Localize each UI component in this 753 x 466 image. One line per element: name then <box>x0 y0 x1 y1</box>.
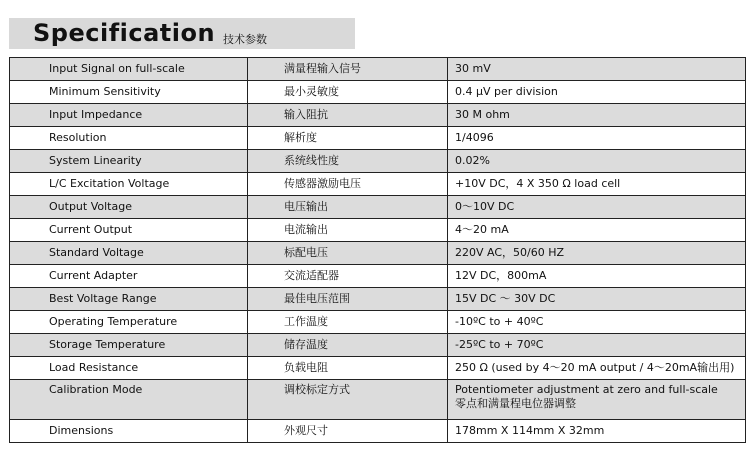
parameter-name-en: Resolution <box>10 127 248 150</box>
table-row <box>10 242 746 265</box>
parameter-value: 250 Ω (used by 4～20 mA output / 4～20mA输出用) <box>448 357 746 380</box>
page-title: Specification <box>33 19 216 47</box>
parameter-name-zh: 满量程输入信号 <box>248 58 448 81</box>
parameter-name-en: Dimensions <box>10 420 248 443</box>
parameter-name-zh: 交流适配器 <box>248 265 448 288</box>
parameter-name-en: Current Adapter <box>10 265 248 288</box>
parameter-name-en: Input Signal on full-scale <box>10 58 248 81</box>
table-row <box>10 196 746 219</box>
parameter-name-en: Operating Temperature <box>10 311 248 334</box>
parameter-value-line: 零点和满量程电位器调整 <box>455 397 576 410</box>
table-row <box>10 150 746 173</box>
section-header <box>9 18 355 49</box>
parameter-name-en: Output Voltage <box>10 196 248 219</box>
parameter-name-zh: 负载电阻 <box>248 357 448 380</box>
parameter-value: 0.4 μV per division <box>448 81 746 104</box>
parameter-name-zh: 工作温度 <box>248 311 448 334</box>
parameter-value <box>448 380 746 420</box>
parameter-name-zh: 输入阻抗 <box>248 104 448 127</box>
parameter-value-line: Potentiometer adjustment at zero and full-scale <box>455 383 718 396</box>
parameter-name-zh: 系统线性度 <box>248 150 448 173</box>
table-row <box>10 265 746 288</box>
parameter-value: 12V DC，800mA <box>448 265 746 288</box>
table-row <box>10 334 746 357</box>
parameter-value: -10ºC to + 40ºC <box>448 311 746 334</box>
parameter-name-zh: 电流输出 <box>248 219 448 242</box>
parameter-name-zh: 调校标定方式 <box>248 380 448 420</box>
parameter-name-zh: 最小灵敏度 <box>248 81 448 104</box>
parameter-name-en: Input Impedance <box>10 104 248 127</box>
specification-table <box>9 57 746 443</box>
table-row <box>10 127 746 150</box>
parameter-name-en: System Linearity <box>10 150 248 173</box>
parameter-name-en: Calibration Mode <box>10 380 248 420</box>
parameter-name-en: Standard Voltage <box>10 242 248 265</box>
parameter-value: 30 M ohm <box>448 104 746 127</box>
specification-table-body <box>10 58 746 443</box>
table-row <box>10 219 746 242</box>
table-row <box>10 311 746 334</box>
table-row <box>10 173 746 196</box>
parameter-value: 0.02% <box>448 150 746 173</box>
parameter-name-en: L/C Excitation Voltage <box>10 173 248 196</box>
parameter-value: +10V DC，4 X 350 Ω load cell <box>448 173 746 196</box>
parameter-name-zh: 标配电压 <box>248 242 448 265</box>
parameter-name-en: Minimum Sensitivity <box>10 81 248 104</box>
table-row <box>10 357 746 380</box>
table-row <box>10 420 746 443</box>
table-row <box>10 288 746 311</box>
table-row <box>10 380 746 420</box>
parameter-name-zh: 电压输出 <box>248 196 448 219</box>
parameter-value: 1/4096 <box>448 127 746 150</box>
parameter-name-zh: 最佳电压范围 <box>248 288 448 311</box>
parameter-value: -25ºC to + 70ºC <box>448 334 746 357</box>
parameter-name-en: Storage Temperature <box>10 334 248 357</box>
parameter-value: 220V AC，50/60 HZ <box>448 242 746 265</box>
parameter-value: 15V DC ～ 30V DC <box>448 288 746 311</box>
page-subtitle: 技术参数 <box>223 33 267 46</box>
parameter-name-zh: 储存温度 <box>248 334 448 357</box>
parameter-name-en: Current Output <box>10 219 248 242</box>
table-row <box>10 58 746 81</box>
parameter-name-zh: 解析度 <box>248 127 448 150</box>
parameter-name-zh: 外观尺寸 <box>248 420 448 443</box>
parameter-name-en: Best Voltage Range <box>10 288 248 311</box>
table-row <box>10 81 746 104</box>
parameter-name-zh: 传感器激励电压 <box>248 173 448 196</box>
parameter-value: 0～10V DC <box>448 196 746 219</box>
table-row <box>10 104 746 127</box>
parameter-value: 178mm X 114mm X 32mm <box>448 420 746 443</box>
parameter-name-en: Load Resistance <box>10 357 248 380</box>
parameter-value: 4～20 mA <box>448 219 746 242</box>
parameter-value: 30 mV <box>448 58 746 81</box>
